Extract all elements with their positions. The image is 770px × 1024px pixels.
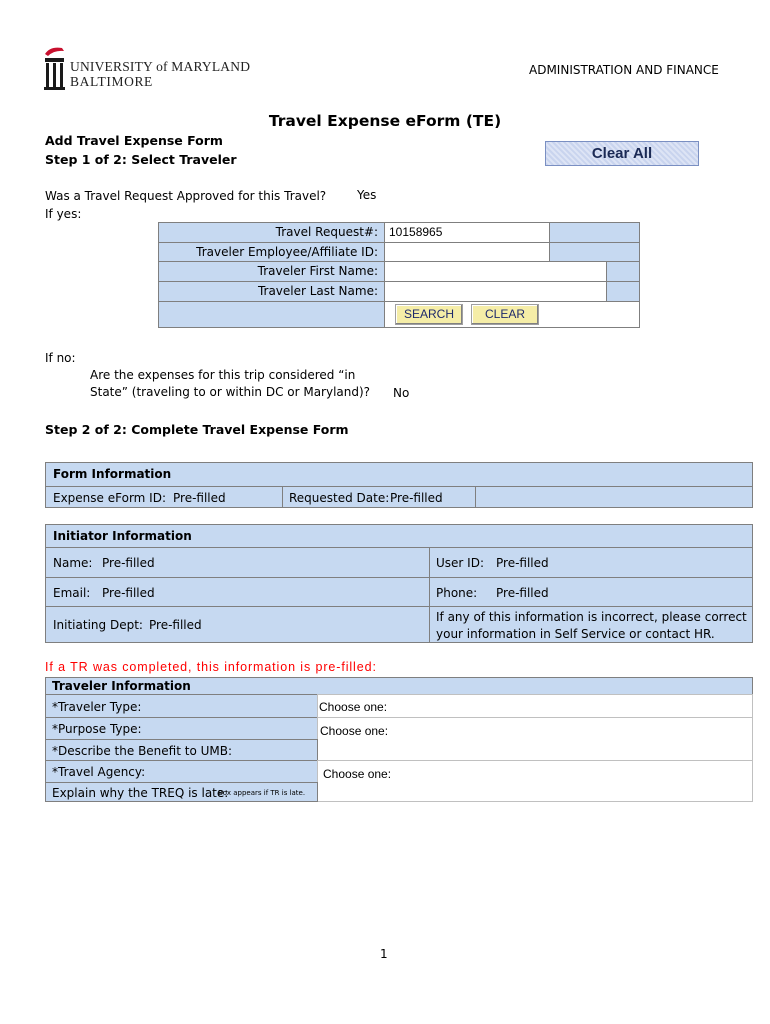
user-id-cell (429, 547, 753, 578)
travel-request-label: Travel Request#: (158, 222, 385, 243)
phone-value: Pre-filled (496, 586, 549, 600)
umb-logo (42, 44, 251, 92)
department-label: ADMINISTRATION AND FINANCE (529, 63, 719, 77)
logo-line1: UNIVERSITY of MARYLAND (70, 59, 251, 74)
first-name-input[interactable] (384, 261, 607, 282)
buttons-row-left (158, 301, 385, 328)
page-number: 1 (380, 947, 388, 961)
instate-answer[interactable]: No (393, 386, 410, 400)
phone-cell (429, 577, 753, 607)
name-value: Pre-filled (102, 556, 155, 570)
last-name-spacer (606, 281, 640, 302)
user-id-value: Pre-filled (496, 556, 549, 570)
name-cell (45, 547, 430, 578)
first-name-label: Traveler First Name: (158, 261, 385, 282)
last-name-label: Traveler Last Name: (158, 281, 385, 302)
page-title: Travel Expense eForm (TE) (268, 112, 502, 130)
expense-id-value: Pre-filled (173, 491, 226, 505)
question-tr-approved-answer[interactable]: Yes (357, 188, 377, 202)
employee-id-spacer (549, 242, 640, 262)
last-name-input[interactable] (384, 281, 607, 302)
travel-request-value: 10158965 (389, 225, 443, 239)
question-tr-approved: Was a Travel Request Approved for this Travel? (45, 189, 327, 203)
clear-all-button[interactable]: Clear All (545, 141, 699, 166)
form-info-spacer (475, 486, 753, 508)
requested-date-label: Requested Date: (289, 491, 390, 505)
if-no-label: If no: (45, 351, 76, 365)
travel-request-spacer (549, 222, 640, 243)
first-name-spacer (606, 261, 640, 282)
phone-label: Phone: (436, 586, 478, 600)
dept-label: Initiating Dept: (53, 618, 143, 632)
instate-question-line2: State” (traveling to or within DC or Maryland)? (90, 385, 371, 399)
travel-request-input[interactable] (384, 222, 550, 243)
step2-heading: Step 2 of 2: Complete Travel Expense Form (45, 422, 349, 437)
logo-line2: BALTIMORE (70, 74, 153, 89)
employee-id-label: Traveler Employee/Affiliate ID: (158, 242, 385, 262)
email-label: Email: (53, 586, 91, 600)
instate-question-line1: Are the expenses for this trip considered “in (90, 368, 356, 382)
search-button[interactable]: SEARCH (395, 304, 463, 325)
expense-id-label: Expense eForm ID: (53, 491, 166, 505)
user-id-label: User ID: (436, 556, 484, 570)
requested-date-cell (282, 486, 476, 508)
agency-label-cell: *Travel Agency: (45, 760, 318, 783)
late-label-cell: Explain why the TREQ is late: Box appears if TR is late. (45, 782, 318, 802)
dept-value: Pre-filled (149, 618, 202, 632)
info-note-cell (429, 606, 753, 643)
umb-logo-mark (42, 44, 68, 92)
employee-id-input[interactable] (384, 242, 550, 262)
requested-date-value: Pre-filled (390, 491, 443, 505)
subtitle-add-form: Add Travel Expense Form (45, 133, 223, 148)
name-label: Name: (53, 556, 93, 570)
clear-button[interactable]: CLEAR (471, 304, 539, 325)
purpose-type-label-cell: *Purpose Type: (45, 717, 318, 740)
if-yes-label: If yes: (45, 207, 82, 221)
benefit-label-cell: *Describe the Benefit to UMB: (45, 739, 318, 761)
traveler-info-heading: Traveler Information (45, 677, 753, 695)
traveler-type-label-cell: *Traveler Type: (45, 694, 318, 718)
traveler-type-select[interactable]: Choose one: (317, 694, 753, 718)
tr-prefilled-notice: If a TR was completed, this information is pre-filled: (45, 660, 377, 674)
info-note-line1: If any of this information is incorrect, please correct (436, 610, 747, 624)
info-note-line2: your information in Self Service or contact HR. (436, 627, 715, 641)
purpose-type-select[interactable]: Choose one: (317, 717, 753, 761)
email-value: Pre-filled (102, 586, 155, 600)
form-info-heading: Form Information (45, 462, 753, 487)
dept-cell (45, 606, 430, 643)
subtitle-step1: Step 1 of 2: Select Traveler (45, 152, 237, 167)
expense-id-cell (45, 486, 283, 508)
initiator-info-heading: Initiator Information (45, 524, 753, 548)
agency-select[interactable]: Choose one: (317, 760, 753, 802)
email-cell (45, 577, 430, 607)
